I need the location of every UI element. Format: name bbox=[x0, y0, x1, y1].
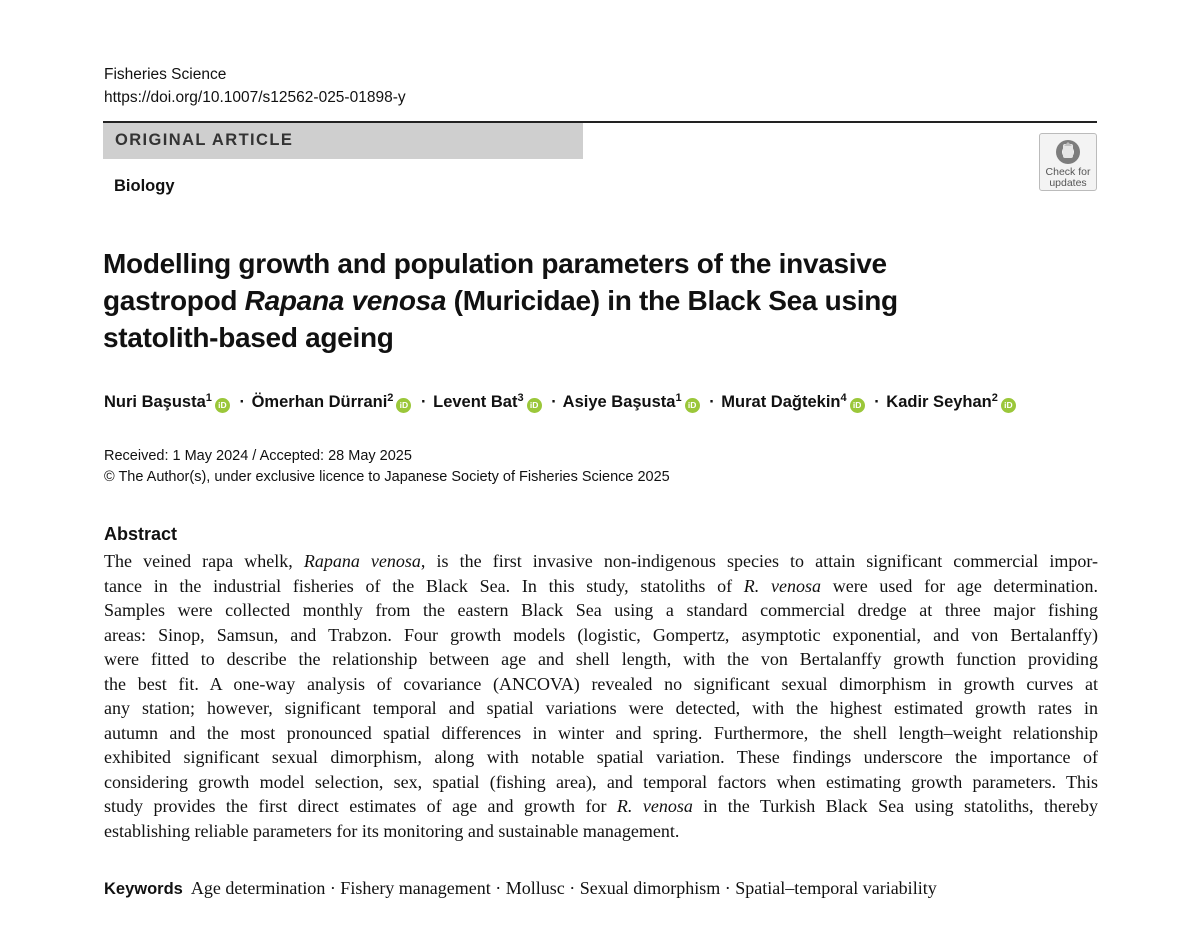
abstract-body bbox=[104, 549, 1098, 843]
orcid-icon[interactable]: iD bbox=[215, 398, 230, 413]
affiliation-marker: 1 bbox=[205, 392, 212, 404]
keywords-section bbox=[104, 876, 937, 902]
check-for-updates-button[interactable] bbox=[1039, 133, 1097, 191]
title-species-name: Rapana venosa bbox=[244, 285, 447, 316]
abstract-text: in the Turkish Black Sea using statoliths, thereby bbox=[692, 796, 1098, 816]
author-separator: · bbox=[874, 393, 880, 411]
copyright-notice: © The Author(s), under exclusive licence to Japanese Society of Fisheries Science 2025 bbox=[104, 469, 670, 485]
article-title bbox=[103, 245, 923, 356]
subject-label: Biology bbox=[114, 177, 175, 195]
abstract-line: considering growth model selection, sex, spatial (fishing area), and temporal factors when estimating growth parameters. This bbox=[104, 771, 1098, 792]
author-name[interactable]: Murat Dağtekin bbox=[721, 393, 841, 411]
author-name[interactable]: Ömerhan Dürrani bbox=[251, 393, 388, 411]
abstract-line: were fitted to describe the relationship between age and shell length, with the von Bertalanffy growth function providing bbox=[104, 649, 1098, 669]
author-separator: · bbox=[421, 393, 427, 411]
author-separator: · bbox=[551, 393, 557, 411]
abstract-line: autumn and the most pronounced spatial differences in winter and spring. Furthermore, the shell length–weight relationship bbox=[104, 722, 1098, 743]
abstract-text: The veined rapa whelk, bbox=[104, 551, 304, 571]
crossmark-label-line2: updates bbox=[1049, 177, 1087, 189]
abstract-text: study provides the first direct estimates of age and growth for bbox=[104, 796, 617, 816]
abstract-heading: Abstract bbox=[104, 524, 178, 544]
abstract-line bbox=[104, 794, 1098, 819]
abstract-line bbox=[104, 549, 1098, 574]
affiliation-marker: 1 bbox=[675, 392, 682, 404]
orcid-icon[interactable]: iD bbox=[1001, 398, 1016, 413]
article-type-banner bbox=[103, 123, 583, 159]
author-separator: · bbox=[239, 393, 245, 411]
orcid-icon[interactable]: iD bbox=[850, 398, 865, 413]
received-accepted-dates: Received: 1 May 2024 / Accepted: 28 May 2025 bbox=[104, 448, 412, 464]
crossmark-label bbox=[1040, 167, 1096, 189]
keywords-label: Keywords bbox=[104, 880, 183, 898]
author-name[interactable]: Asiye Başusta bbox=[562, 393, 676, 411]
author-list bbox=[104, 386, 1019, 414]
affiliation-marker: 3 bbox=[517, 392, 524, 404]
abstract-text: were used for age determination. bbox=[821, 575, 1098, 596]
title-line-3: statolith-based ageing bbox=[103, 322, 394, 353]
author-name[interactable]: Kadir Seyhan bbox=[886, 393, 992, 411]
affiliation-marker: 2 bbox=[387, 392, 394, 404]
abstract-line: exhibited significant sexual dimorphism, along with notable spatial variation. These findings underscore the importance of bbox=[104, 747, 1098, 767]
author-separator: · bbox=[709, 393, 715, 411]
title-line-1: Modelling growth and population parameters of the invasive bbox=[103, 248, 887, 279]
abstract-text: , is the first invasive non-indigenous species to attain significant commercial impor- bbox=[420, 551, 1098, 571]
title-text: (Muricidae) in the Black Sea using bbox=[446, 285, 898, 316]
crossmark-icon bbox=[1054, 138, 1082, 166]
keywords-list: Age determination · Fishery management · Mollusc · Sexual dimorphism · Spatial–temporal variability bbox=[190, 878, 937, 898]
abstract-line: Samples were collected monthly from the eastern Black Sea using a standard commercial dredge at three major fishing bbox=[104, 600, 1098, 620]
species-name: R. venosa bbox=[743, 575, 821, 596]
species-name: R. venosa bbox=[616, 796, 693, 816]
orcid-icon[interactable]: iD bbox=[527, 398, 542, 413]
author-name[interactable]: Nuri Başusta bbox=[104, 393, 206, 411]
abstract-line: establishing reliable parameters for its monitoring and sustainable management. bbox=[104, 820, 680, 841]
affiliation-marker: 4 bbox=[840, 392, 847, 404]
crossmark-label-line1: Check for bbox=[1045, 166, 1091, 178]
abstract-line: areas: Sinop, Samsun, and Trabzon. Four growth models (logistic, Gompertz, asymptotic exponential, and von Bertalanffy) bbox=[104, 624, 1098, 645]
title-text: gastropod bbox=[103, 285, 245, 316]
orcid-icon[interactable]: iD bbox=[396, 398, 411, 413]
title-line-2 bbox=[103, 282, 923, 319]
doi-link[interactable]: https://doi.org/10.1007/s12562-025-01898-y bbox=[104, 89, 406, 106]
author-name[interactable]: Levent Bat bbox=[433, 393, 518, 411]
journal-name: Fisheries Science bbox=[104, 66, 227, 83]
affiliation-marker: 2 bbox=[991, 392, 998, 404]
abstract-line bbox=[104, 574, 1098, 599]
abstract-text: tance in the industrial fisheries of the Black Sea. In this study, statoliths of bbox=[104, 575, 744, 596]
abstract-line: the best fit. A one-way analysis of covariance (ANCOVA) revealed no significant sexual dimorphism in growth curves at bbox=[104, 673, 1098, 694]
article-type: ORIGINAL ARTICLE bbox=[115, 131, 294, 149]
species-name: Rapana venosa bbox=[303, 551, 421, 571]
abstract-line: any station; however, significant temporal and spatial variations were detected, with the highest estimated growth rates in bbox=[104, 698, 1098, 718]
orcid-icon[interactable]: iD bbox=[685, 398, 700, 413]
